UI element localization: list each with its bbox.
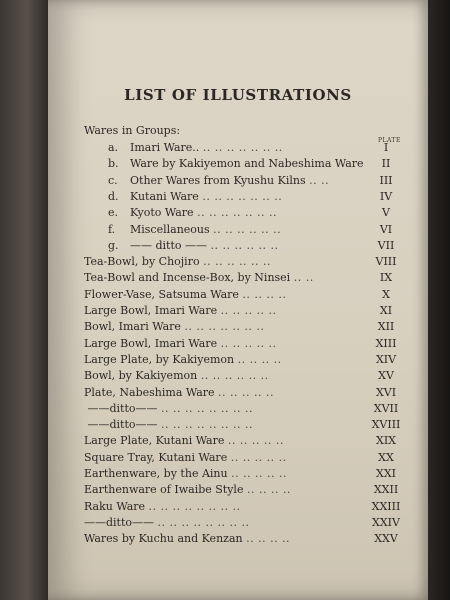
- entry-title: Other Wares from Kyushu Kilns: [130, 173, 306, 187]
- entry-letter: c.: [108, 173, 118, 187]
- leader-dots: .. .. .. ..: [246, 483, 291, 497]
- list-entry: [108, 140, 389, 156]
- list-entry: [108, 222, 393, 238]
- plate-number: V: [382, 206, 390, 220]
- plate-number: XVIII: [371, 418, 401, 432]
- book-right-edge: [428, 0, 450, 600]
- plate-number: XXI: [375, 467, 396, 480]
- book-gutter: [0, 0, 48, 600]
- entry-title: Earthenware of Iwaibe Style: [84, 483, 244, 497]
- plate-number: VIII: [375, 255, 397, 269]
- leader-dots: .. .. .. ..: [242, 287, 287, 301]
- entry-title: Kyoto Ware: [130, 206, 194, 220]
- list-entry: [108, 156, 391, 172]
- entry-title: Imari Ware..: [130, 141, 200, 154]
- wares-in-groups-heading: Wares in Groups:: [84, 124, 181, 137]
- entry-title: ——ditto——: [84, 515, 155, 529]
- plate-number: VII: [377, 238, 395, 252]
- entry-letter: g.: [108, 238, 119, 252]
- leader-dots: .. .. .. .. .. ..: [203, 255, 272, 269]
- entry-letter: d.: [108, 189, 119, 203]
- list-entry: [84, 499, 401, 515]
- leader-dots: .. .. .. .. .. ..: [213, 222, 282, 236]
- entry-title: Large Bowl, Imari Ware: [84, 304, 218, 317]
- plate-number: XI: [379, 304, 393, 317]
- leader-dots: .. .. .. .. .. ..: [210, 238, 279, 252]
- entry-title: Earthenware, by the Ainu: [84, 467, 228, 480]
- list-entry: [84, 287, 390, 303]
- list-entry: [84, 319, 395, 335]
- entry-title: —— ditto ——: [130, 238, 208, 252]
- entry-title: Kutani Ware: [130, 189, 199, 203]
- entry-title: ——ditto——: [84, 418, 158, 432]
- page-title: LIST OF ILLUSTRATIONS: [124, 86, 352, 104]
- list-entry: [108, 205, 390, 221]
- plate-number: XIV: [375, 352, 397, 366]
- plate-number: XII: [377, 320, 395, 334]
- plate-column-header: PLATE: [378, 137, 401, 144]
- list-entry: [108, 238, 395, 254]
- plate-number: X: [382, 287, 390, 301]
- list-entry: [84, 466, 396, 482]
- list-entry: [108, 189, 393, 205]
- plate-number: IV: [379, 189, 393, 203]
- plate-number: XXV: [374, 532, 398, 546]
- leader-dots: .. .. .. .. .. .. ..: [202, 189, 283, 203]
- leader-dots: .. .. .. .. ..: [231, 467, 288, 480]
- list-entry: [84, 531, 398, 547]
- entry-title: Large Plate, by Kakiyemon: [84, 352, 235, 366]
- plate-number: IX: [379, 271, 393, 285]
- entry-title: Raku Ware: [84, 499, 146, 513]
- list-entry: [84, 270, 393, 286]
- leader-dots: .. .. .. .. .. .. .. ..: [148, 499, 241, 513]
- leader-dots: .. .. .. .. .. .. .. ..: [161, 418, 253, 432]
- list-entry: [84, 336, 397, 352]
- entry-title: Flower-Vase, Satsuma Ware: [84, 287, 239, 301]
- plate-number: XV: [378, 369, 394, 383]
- leader-dots: .. .. .. .. ..: [230, 450, 287, 464]
- leader-dots: .. .. .. .. .. .. ..: [197, 206, 278, 220]
- entry-title: Bowl, by Kakiyemon: [84, 369, 198, 383]
- list-entry: [84, 303, 393, 319]
- list-entry: [84, 385, 397, 401]
- entry-title: ——ditto——: [84, 401, 158, 415]
- entry-letter: e.: [108, 206, 119, 220]
- list-entry: [84, 417, 401, 433]
- entry-title: Wares by Kuchu and Kenzan: [84, 532, 243, 546]
- list-entry: [84, 352, 397, 368]
- leader-dots: .. .. .. ..: [237, 352, 282, 366]
- leader-dots: .. .. .. .. ..: [220, 304, 277, 317]
- entry-title: Tea-Bowl, by Chojiro: [84, 255, 200, 269]
- plate-number: XVI: [375, 385, 397, 399]
- entry-title: Ware by Kakiyemon and Nabeshima Ware: [130, 157, 364, 171]
- plate-number: XXIII: [371, 499, 401, 513]
- book-page: [48, 0, 428, 600]
- plate-number: III: [379, 173, 393, 187]
- plate-number: XXII: [373, 483, 399, 497]
- plate-number: XIX: [375, 434, 396, 448]
- entry-title: Large Plate, Kutani Ware: [84, 434, 225, 448]
- entry-title: Bowl, Imari Ware: [84, 320, 181, 334]
- plate-number: XVII: [373, 401, 399, 415]
- entry-title: Miscellaneous: [130, 222, 210, 236]
- entry-title: Large Bowl, Imari Ware: [84, 336, 218, 350]
- list-entry: [84, 254, 397, 270]
- entry-title: Square Tray, Kutani Ware: [84, 450, 228, 464]
- plate-number: XXIV: [372, 515, 400, 529]
- list-entry: [84, 433, 396, 449]
- leader-dots: .. .. .. .. .. .. .. ..: [161, 401, 253, 415]
- entry-letter: f.: [108, 222, 116, 236]
- leader-dots: .. .. .. .. ..: [227, 434, 284, 448]
- entry-title: Tea-Bowl and Incense-Box, by Ninsei: [84, 271, 291, 285]
- list-entry: [108, 173, 393, 189]
- list-entry: [84, 515, 400, 531]
- leader-dots: .. .. .. .. ..: [218, 385, 274, 399]
- leader-dots: .. .. .. .. .. .. ..: [202, 141, 283, 154]
- entry-letter: a.: [108, 141, 119, 154]
- leader-dots: .. .. .. ..: [246, 532, 291, 546]
- plate-number: II: [381, 157, 391, 171]
- plate-number: VI: [379, 222, 393, 236]
- plate-number: I: [383, 141, 389, 154]
- list-entry: [84, 482, 399, 498]
- leader-dots: .. .. .. .. ..: [220, 336, 277, 350]
- list-entry: [84, 401, 399, 417]
- leader-dots: .. .. .. .. .. .. ..: [184, 320, 265, 334]
- plate-number: XIII: [375, 336, 397, 350]
- leader-dots: .. ..: [309, 173, 330, 187]
- list-entry: [84, 368, 394, 384]
- leader-dots: .. .. .. .. .. .. .. ..: [157, 515, 250, 529]
- leader-dots: .. .. .. .. .. ..: [200, 369, 269, 383]
- leader-dots: .. ..: [293, 271, 314, 285]
- entry-letter: b.: [108, 157, 119, 171]
- plate-number: XX: [378, 450, 394, 464]
- entry-title: Plate, Nabeshima Ware: [84, 385, 215, 399]
- list-entry: [84, 450, 394, 466]
